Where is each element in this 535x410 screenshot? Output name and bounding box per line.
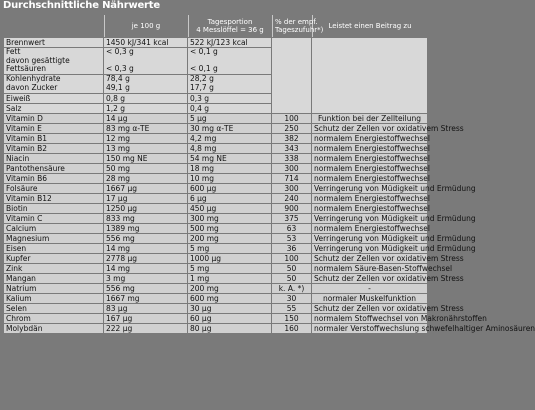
header-percent-line2: Tageszufuhr*) [275, 26, 324, 34]
percent-daily-intake: 63 [272, 224, 311, 233]
table-row [4, 284, 427, 293]
row-label [4, 48, 103, 74]
percent-daily-intake: 160 [272, 324, 311, 333]
row-label: Zink [4, 264, 103, 273]
value-daily: 300 mg [188, 214, 271, 223]
value-daily: 600 µg [188, 184, 271, 193]
contribution-text: Verringerung von Müdigkeit und Ermüdung [314, 213, 476, 223]
row-label: Salz [4, 104, 103, 113]
contribution-text: normalem Energiestoffwechsel [314, 153, 430, 163]
value-line2: 49,1 g [106, 82, 130, 92]
value-daily: 60 µg [188, 314, 271, 323]
header-daily-portion-line2: 4 Messlöffel = 36 g [196, 26, 264, 34]
percent-daily-intake: 50 [272, 274, 311, 283]
row-label: Eisen [4, 244, 103, 253]
row-label: Vitamin B2 [4, 144, 103, 153]
value-daily: 5 µg [188, 114, 271, 123]
row-label: Vitamin B6 [4, 174, 103, 183]
table-row [4, 264, 427, 273]
percent-daily-intake: 150 [272, 314, 311, 323]
contribution-text: normalem Energiestoffwechsel [314, 223, 430, 233]
percent-daily-intake: 250 [272, 124, 311, 133]
value-daily: 30 mg α-TE [188, 124, 271, 133]
value-line1: 78,4 g [106, 74, 130, 83]
row-label: Brennwert [4, 38, 103, 47]
value-daily [188, 48, 271, 74]
table-row [4, 294, 427, 303]
row-label: Vitamin B1 [4, 134, 103, 143]
value-daily: 1000 µg [188, 254, 271, 263]
percent-daily-intake: 36 [272, 244, 311, 253]
value-per-100g: 17 µg [104, 194, 187, 203]
value-per-100g: 14 mg [104, 244, 187, 253]
value-daily: 450 µg [188, 204, 271, 213]
percent-daily-intake: 55 [272, 304, 311, 313]
panel-title: Durchschnittliche Nährwerte [3, 0, 160, 11]
percent-daily-intake: 100 [272, 114, 311, 123]
row-label: Eiweiß [4, 94, 103, 103]
value-daily: 80 µg [188, 324, 271, 333]
percent-daily-intake: 343 [272, 144, 311, 153]
percent-daily-intake: 100 [272, 254, 311, 263]
contribution-text: Verringerung von Müdigkeit und Ermüdung [314, 233, 476, 243]
contribution-text: normalem Säure-Basen-Stoffwechsel [314, 263, 453, 273]
row-label: Magnesium [4, 234, 103, 243]
value-daily: 500 mg [188, 224, 271, 233]
value-per-100g: 1667 µg [104, 184, 187, 193]
table-row [4, 314, 427, 323]
row-label: Selen [4, 304, 103, 313]
value-per-100g: 1,2 g [104, 104, 187, 113]
nutrition-table [3, 14, 535, 334]
table-row [4, 38, 427, 47]
micronutrient-section [4, 113, 535, 333]
value-per-100g: 222 µg [104, 324, 187, 333]
value-daily: 5 mg [188, 264, 271, 273]
value-per-100g: 2778 µg [104, 254, 187, 263]
table-row [4, 134, 427, 143]
value-per-100g: 556 mg [104, 284, 187, 293]
value-daily: 522 kJ/123 kcal [188, 38, 271, 47]
table-row [4, 204, 427, 213]
contribution-text: Schutz der Zellen vor oxidativem Stress [314, 303, 464, 313]
row-label-line1: Kohlenhydrate [6, 74, 61, 83]
row-label-line1: Fett [6, 47, 21, 56]
table-row [4, 174, 427, 183]
value-daily: 54 mg NE [188, 154, 271, 163]
table-row [4, 154, 427, 163]
value-daily: 6 µg [188, 194, 271, 203]
table-row [4, 124, 427, 133]
value-per-100g: 3 mg [104, 274, 187, 283]
value-daily: 0,4 g [188, 104, 271, 113]
table-row [4, 224, 427, 233]
contribution-text: normalem Energiestoffwechsel [314, 163, 430, 173]
value-per-100g: 556 mg [104, 234, 187, 243]
contribution-text: normalem Energiestoffwechsel [314, 203, 430, 213]
table-row [4, 274, 427, 283]
table-row [4, 304, 427, 313]
value-per-100g: 14 mg [104, 264, 187, 273]
percent-empty [272, 38, 311, 113]
row-label: Molybdän [4, 324, 103, 333]
contribution-text: normalem Energiestoffwechsel [314, 173, 430, 183]
percent-daily-intake: 338 [272, 154, 311, 163]
row-label: Vitamin E [4, 124, 103, 133]
value-per-100g: 1667 mg [104, 294, 187, 303]
value-daily: 1 mg [188, 274, 271, 283]
percent-daily-intake: 30 [272, 294, 311, 303]
contribution-text: normaler Verstoffwechslung schwefelhaltiger Aminosäuren [314, 323, 535, 333]
table-row [4, 234, 427, 243]
percent-daily-intake: 375 [272, 214, 311, 223]
value-line3: < 0,1 g [190, 64, 218, 73]
contribution-text: Verringerung von Müdigkeit und Ermüdung [314, 183, 476, 193]
contribution-text: normalem Energiestoffwechsel [314, 143, 430, 153]
row-label-line2: davon Zucker [6, 82, 58, 92]
table-row [4, 184, 427, 193]
value-per-100g [104, 48, 187, 74]
row-label: Biotin [4, 204, 103, 213]
row-label: Mangan [4, 274, 103, 283]
value-per-100g: 1389 mg [104, 224, 187, 233]
value-daily: 600 mg [188, 294, 271, 303]
table-row [4, 114, 427, 123]
value-per-100g: 1450 kJ/341 kcal [104, 38, 187, 47]
table-row [4, 254, 427, 263]
value-line3: < 0,3 g [106, 64, 134, 73]
value-per-100g: 1250 µg [104, 204, 187, 213]
value-per-100g: 0,8 g [104, 94, 187, 103]
value-daily: 5 mg [188, 244, 271, 253]
value-line1: < 0,1 g [190, 47, 218, 56]
row-label: Vitamin D [4, 114, 103, 123]
percent-daily-intake: 900 [272, 204, 311, 213]
contribution-text: Schutz der Zellen vor oxidativem Stress [314, 273, 464, 283]
header-row [4, 15, 427, 37]
header-percent [272, 15, 324, 37]
value-daily: 200 mg [188, 284, 271, 293]
contribution-text: Funktion bei der Zellteilung [312, 114, 427, 123]
header-daily-portion [188, 15, 271, 37]
value-per-100g: 13 mg [104, 144, 187, 153]
value-per-100g: 167 µg [104, 314, 187, 323]
value-per-100g: 14 µg [104, 114, 187, 123]
contribution-text: normalem Energiestoffwechsel [314, 193, 430, 203]
value-daily: 10 mg [188, 174, 271, 183]
value-per-100g: 833 mg [104, 214, 187, 223]
value-per-100g: 83 µg [104, 304, 187, 313]
header-percent-line1: % der empf. [275, 18, 318, 26]
row-label: Folsäure [4, 184, 103, 193]
value-daily: 4,8 mg [188, 144, 271, 153]
percent-daily-intake: 714 [272, 174, 311, 183]
percent-daily-intake: 240 [272, 194, 311, 203]
table-row [4, 244, 427, 253]
table-row [4, 214, 427, 223]
row-label-line2: davon gesättigte [6, 55, 70, 65]
value-per-100g: 150 mg NE [104, 154, 187, 163]
table-row [4, 194, 427, 203]
value-daily: 200 mg [188, 234, 271, 243]
contribution-empty [312, 38, 427, 113]
macro-section [4, 38, 427, 113]
contribution-text: normalem Stoffwechsel von Makronährstoffen [314, 313, 487, 323]
value-daily: 30 µg [188, 304, 271, 313]
row-label: Chrom [4, 314, 103, 323]
value-line1: < 0,3 g [106, 47, 134, 56]
percent-daily-intake: k. A. *) [272, 284, 311, 293]
percent-daily-intake: 53 [272, 234, 311, 243]
contribution-text: Schutz der Zellen vor oxidativem Stress [314, 123, 464, 133]
table-row [4, 324, 427, 333]
percent-daily-intake: 300 [272, 184, 311, 193]
table-row [4, 144, 427, 153]
contribution-text: normalem Energiestoffwechsel [314, 133, 430, 143]
value-daily [188, 75, 271, 93]
value-per-100g: 12 mg [104, 134, 187, 143]
value-line2: 17,7 g [190, 82, 214, 92]
header-daily-portion-line1: Tagesportion [207, 18, 253, 26]
value-daily: 18 mg [188, 164, 271, 173]
value-line1: 28,2 g [190, 74, 214, 83]
row-label: Niacin [4, 154, 103, 163]
row-label: Natrium [4, 284, 103, 293]
value-per-100g: 28 mg [104, 174, 187, 183]
value-per-100g: 83 mg α-TE [104, 124, 187, 133]
row-label: Kupfer [4, 254, 103, 263]
header-per-100g: je 100 g [104, 15, 187, 37]
value-daily: 0,3 g [188, 94, 271, 103]
contribution-text: Schutz der Zellen vor oxidativem Stress [314, 253, 464, 263]
row-label-line3: Fettsäuren [6, 64, 46, 73]
percent-daily-intake: 300 [272, 164, 311, 173]
value-per-100g: 50 mg [104, 164, 187, 173]
value-daily: 4,2 mg [188, 134, 271, 143]
table-row [4, 164, 427, 173]
percent-daily-intake: 382 [272, 134, 311, 143]
row-label: Vitamin B12 [4, 194, 103, 203]
row-label: Vitamin C [4, 214, 103, 223]
header-empty [4, 15, 103, 37]
header-contribution: Leistet einen Beitrag zu [312, 15, 427, 37]
contribution-text: normaler Muskelfunktion [312, 294, 427, 303]
row-label [4, 75, 103, 93]
row-label: Calcium [4, 224, 103, 233]
contribution-text: - [312, 284, 427, 293]
row-label: Kalium [4, 294, 103, 303]
row-label: Pantothensäure [4, 164, 103, 173]
percent-daily-intake: 50 [272, 264, 311, 273]
value-per-100g [104, 75, 187, 93]
contribution-text: Verringerung von Müdigkeit und Ermüdung [314, 243, 476, 253]
